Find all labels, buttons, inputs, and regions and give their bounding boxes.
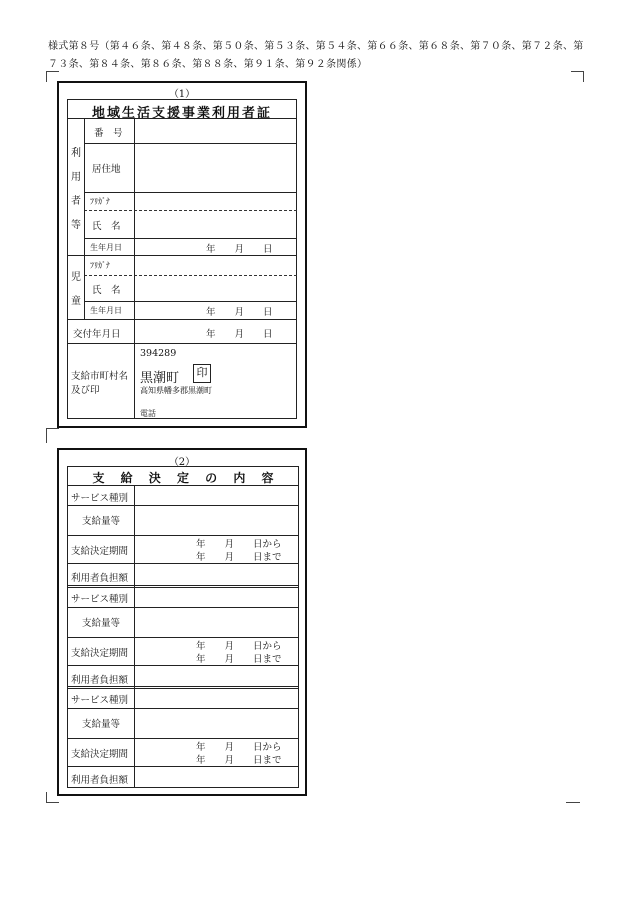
burden-label-2: 利用者負担額 [71,675,129,686]
period-to-3[interactable]: 年 月 日まで [196,755,282,766]
name-label: 氏 名 [92,221,121,232]
name-field[interactable] [136,212,294,236]
dob-label: 生年月日 [90,243,122,252]
decision-content-card [57,448,307,796]
service-type-field-3[interactable] [136,690,296,706]
service-type-label-2: サービス種別 [71,594,129,605]
service-type-field-2[interactable] [136,589,296,605]
burden-field-2[interactable] [136,667,296,685]
issue-date-value[interactable]: 年 月 日 [206,329,273,340]
municipality-code: 394289 [140,348,177,359]
period-from-2[interactable]: 年 月 日から [196,641,282,652]
amount-label-2: 支給量等 [82,618,121,629]
period-label-2: 支給決定期間 [71,648,129,659]
address-label: 居住地 [92,164,121,175]
burden-label-3: 利用者負担額 [71,775,129,786]
furigana-field[interactable] [136,194,294,208]
crop-mark-middle [46,428,59,443]
crop-mark-bottom-right [566,802,580,803]
burden-field-3[interactable] [136,768,296,786]
period-label-1: 支給決定期間 [71,546,129,557]
service-type-field-1[interactable] [136,487,296,503]
child-furigana-field[interactable] [136,257,294,273]
card1-caption: （1） [168,89,196,100]
municipality-address: 高知県幡多郡黒潮町 [140,386,212,395]
furigana-label: ﾌﾘｶﾞﾅ [90,197,110,206]
card1-title: 地域生活支援事業利用者証 [91,106,272,121]
period-label-3: 支給決定期間 [71,749,129,760]
amount-label-1: 支給量等 [82,516,121,527]
official-seal: 印 [193,364,211,383]
form-header-line-2: ７３条、第８４条、第８６条、第８８条、第９１条、第９２条関係） [48,59,368,70]
period-from-3[interactable]: 年 月 日から [196,742,282,753]
period-to-2[interactable]: 年 月 日まで [196,654,282,665]
amount-field-2[interactable] [136,609,296,635]
child-dob-label: 生年月日 [90,306,122,315]
amount-field-1[interactable] [136,507,296,533]
municipality-label: 支給市町村名 及び印 [71,371,129,396]
user-certificate-card [57,81,307,428]
municipality-name: 黒潮町 [140,371,180,386]
dob-value[interactable]: 年 月 日 [206,244,273,255]
issue-date-label: 交付年月日 [73,329,121,340]
period-from-1[interactable]: 年 月 日から [196,539,282,550]
child-group-label: 児 童 [71,272,81,307]
amount-label-3: 支給量等 [82,719,121,730]
address-field[interactable] [136,145,294,190]
period-to-1[interactable]: 年 月 日まで [196,552,282,563]
card2-caption: （2） [168,457,196,468]
child-dob-value[interactable]: 年 月 日 [206,307,273,318]
user-certificate-table [67,99,297,419]
card2-title: 支 給 決 定 の 内 容 [92,471,274,485]
phone-label: 電話 [140,409,156,418]
amount-field-3[interactable] [136,710,296,736]
crop-mark-top-right [571,71,584,82]
child-name-field[interactable] [136,277,294,299]
number-field[interactable] [136,120,294,141]
burden-field-1[interactable] [136,565,296,583]
decision-content-table [67,466,299,788]
burden-label-1: 利用者負担額 [71,573,129,584]
number-label: 番 号 [94,128,123,139]
service-type-label-1: サービス種別 [71,493,129,504]
child-furigana-label: ﾌﾘｶﾞﾅ [90,261,110,270]
form-header-line-1: 様式第８号（第４６条、第４８条、第５０条、第５３条、第５４条、第６６条、第６８条、第７０条、第７２条、第 [48,41,584,52]
child-name-label: 氏 名 [92,285,121,296]
service-type-label-3: サービス種別 [71,695,129,706]
user-group-label: 利 用 者 等 [71,148,81,231]
